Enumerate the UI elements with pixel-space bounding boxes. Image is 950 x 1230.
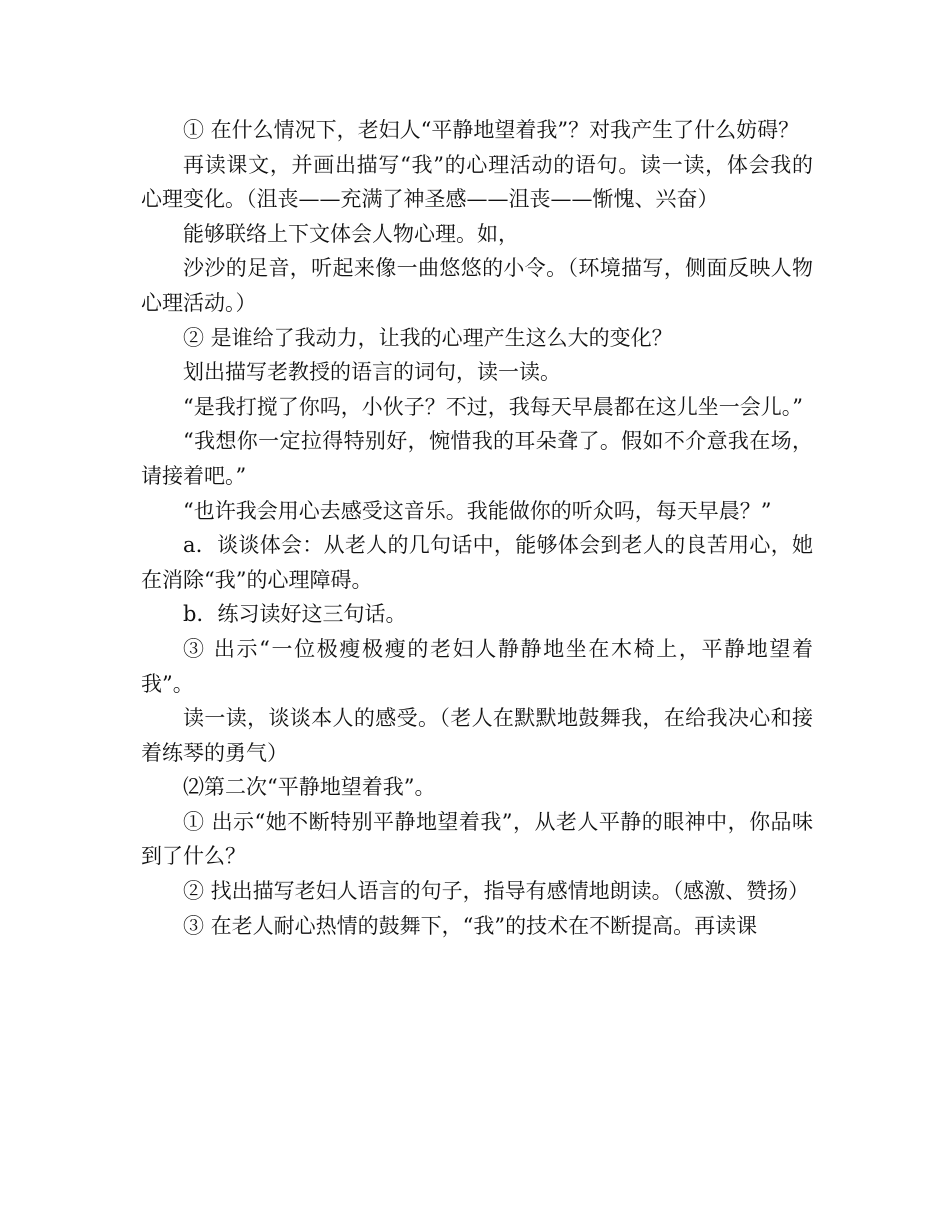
paragraph-9: “也许我会用心去感受这音乐。我能做你的听众吗，每天早晨？” <box>183 498 772 523</box>
paragraph-17: ③ 在老人耐心热情的鼓舞下，“我”的技术在不断提高。再读课 <box>183 913 758 938</box>
paragraph-11: b．练习读好这三句话。 <box>183 602 407 627</box>
paragraph-4: 沙沙的足音，听起来像一曲悠悠的小令。（环境描写，侧面反映人物心理活动。） <box>141 256 813 315</box>
paragraph-12: ③ 出示“一位极瘦极瘦的老妇人静静地坐在木椅上，平静地望着我”。 <box>141 636 813 696</box>
paragraph-5: ② 是谁给了我动力，让我的心理产生这么大的变化？ <box>183 325 673 350</box>
paragraph-8: “我想你一定拉得特别好，惋惜我的耳朵聋了。假如不介意我在场，请接着吧。” <box>141 429 813 488</box>
paragraph-13: 读一读，谈谈本人的感受。（老人在默默地鼓舞我，在给我决心和接着练琴的勇气） <box>141 706 813 765</box>
paragraph-3: 能够联络上下文体会人物心理。如， <box>183 221 519 246</box>
paragraph-15: ① 出示“她不断特别平静地望着我”，从老人平静的眼神中，你品味到了什么？ <box>141 809 813 869</box>
paragraph-1: ① 在什么情况下，老妇人“平静地望着我”？对我产生了什么妨碍？ <box>183 118 800 142</box>
paragraph-7: “是我打搅了你吗，小伙子？不过，我每天早晨都在这儿坐一会儿。” <box>183 394 803 419</box>
paragraph-6: 划出描写老教授的语言的词句，读一读。 <box>183 360 561 385</box>
document-body <box>141 113 813 943</box>
paragraph-14: ⑵第二次“平静地望着我”。 <box>183 775 436 800</box>
paragraph-10: a．谈谈体会：从老人的几句话中，能够体会到老人的良苦用心，她在消除“我”的心理障碍。 <box>141 533 813 592</box>
paragraph-2: 再读课文，并画出描写“我”的心理活动的语句。读一读，体会我的心理变化。（沮丧——充满了神圣感——沮丧——惭愧、兴奋） <box>141 152 813 212</box>
paragraph-16: ② 找出描写老妇人语言的句子，指导有感情地朗读。（感激、赞扬） <box>183 879 810 904</box>
